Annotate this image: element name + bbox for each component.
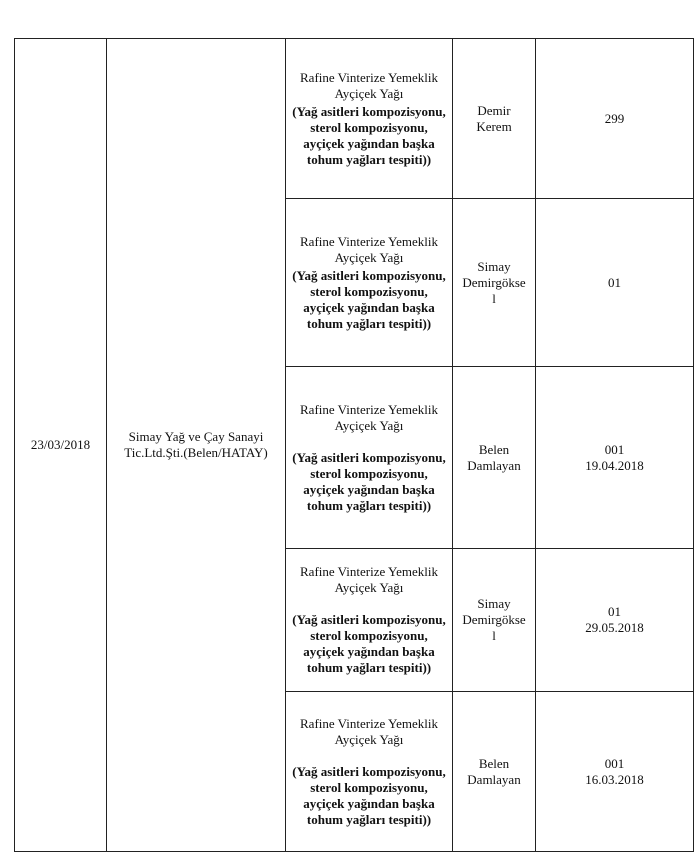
lot-number: 01 29.05.2018: [585, 604, 644, 635]
lot-cell: [536, 367, 694, 549]
product-cell: [286, 367, 453, 549]
product-title: Rafine Vinterize Yemeklik Ayçiçek Yağı: [300, 564, 438, 595]
lot-cell: [536, 549, 694, 692]
company-name-line2: Tic.Ltd.Şti.(Belen/HATAY): [124, 445, 268, 460]
product-title: Rafine Vinterize Yemeklik Ayçiçek Yağı: [300, 233, 438, 265]
brand-name: Demir Kerem: [476, 102, 512, 134]
product-title: Rafine Vinterize Yemeklik Ayçiçek Yağı: [300, 401, 438, 433]
lot-cell: [536, 199, 694, 367]
brand-name: Belen Damlayan: [467, 441, 521, 473]
brand-name: Simay Demirgökse l: [462, 596, 526, 643]
product-title: Rafine Vinterize Yemeklik Ayçiçek Yağı: [300, 69, 438, 101]
lot-number: 001 19.04.2018: [585, 441, 644, 473]
brand-cell: [453, 199, 536, 367]
date-cell: [15, 39, 107, 852]
product-description: (Yağ asitleri kompozisyonu, sterol kompozisyonu, ayçiçek yağından başka tohum yağları tespiti)): [292, 763, 446, 827]
product-description: (Yağ asitleri kompozisyonu, sterol kompozisyonu, ayçiçek yağından başka tohum yağları tespiti)): [292, 612, 446, 675]
lot-cell: [536, 692, 694, 852]
table-row: [15, 39, 694, 199]
product-description: (Yağ asitleri kompozisyonu, sterol kompozisyonu, ayçiçek yağından başka tohum yağları tespiti)): [292, 103, 446, 167]
product-cell: [286, 199, 453, 367]
product-title: Rafine Vinterize Yemeklik Ayçiçek Yağı: [300, 715, 438, 747]
company-name-line1: Simay Yağ ve Çay Sanayi: [128, 429, 264, 444]
product-cell: [286, 549, 453, 692]
brand-cell: [453, 39, 536, 199]
product-cell: [286, 692, 453, 852]
product-description: (Yağ asitleri kompozisyonu, sterol kompozisyonu, ayçiçek yağından başka tohum yağları tespiti)): [292, 267, 446, 331]
lot-cell: [536, 39, 694, 199]
brand-cell: [453, 692, 536, 852]
brand-name: Simay Demirgökse l: [462, 258, 526, 306]
brand-name: Belen Damlayan: [467, 755, 521, 787]
product-description: (Yağ asitleri kompozisyonu, sterol kompozisyonu, ayçiçek yağından başka tohum yağları tespiti)): [292, 449, 446, 513]
brand-cell: [453, 549, 536, 692]
product-table: [14, 38, 694, 852]
brand-cell: [453, 367, 536, 549]
lot-number: 01: [608, 274, 621, 290]
lot-number: 001 16.03.2018: [585, 755, 644, 787]
sampling-date: 23/03/2018: [30, 437, 91, 452]
lot-number: 299: [604, 110, 625, 126]
product-cell: [286, 39, 453, 199]
company-cell: [107, 39, 286, 852]
